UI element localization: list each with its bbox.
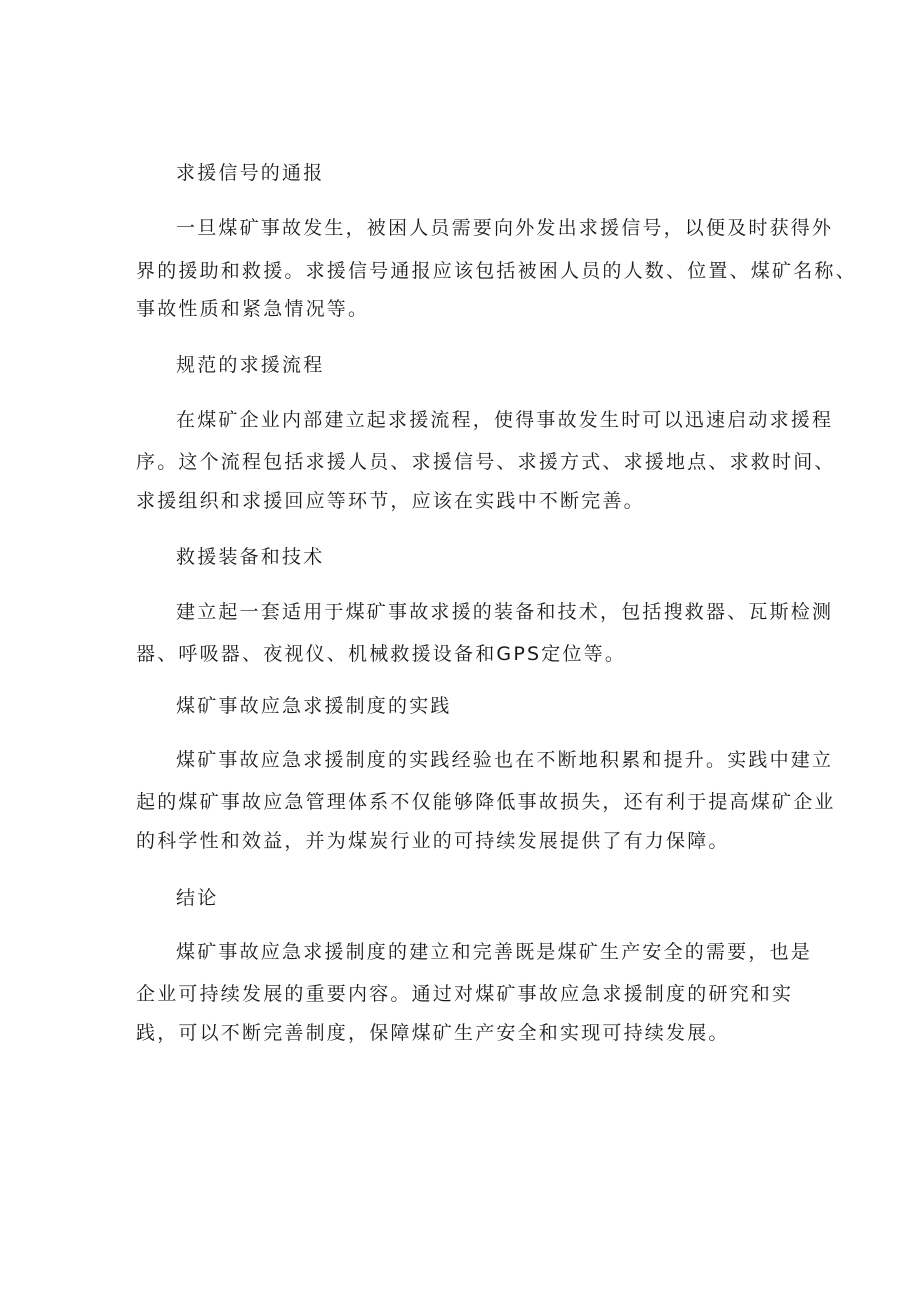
paragraph-line: 践，可以不断完善制度，保障煤矿生产安全和实现可持续发展。 — [136, 1022, 730, 1044]
paragraph-line: 建立起一套适用于煤矿事故求援的装备和技术，包括搜救器、瓦斯检测 — [176, 601, 834, 623]
paragraph-line: 器、呼吸器、夜视仪、机械救援设备和GPS定位等。 — [136, 643, 627, 665]
paragraph-line: 序。这个流程包括求援人员、求援信号、求援方式、求援地点、求救时间、 — [136, 451, 836, 473]
section-heading-equipment: 救援装备和技术 — [176, 546, 325, 568]
section-heading-distress-signal: 求援信号的通报 — [176, 162, 325, 184]
section-heading-conclusion: 结论 — [176, 887, 219, 909]
paragraph-line: 煤矿事故应急求援制度的建立和完善既是煤矿生产安全的需要，也是 — [176, 941, 813, 963]
paragraph-line: 煤矿事故应急求援制度的实践经验也在不断地积累和提升。实践中建立 — [176, 749, 834, 771]
paragraph-line: 求援组织和求援回应等环节，应该在实践中不断完善。 — [136, 490, 645, 512]
paragraph-line: 在煤矿企业内部建立起求援流程，使得事故发生时可以迅速启动求援程 — [176, 409, 834, 431]
section-heading-rescue-process: 规范的求援流程 — [176, 354, 325, 376]
paragraph-line: 界的援助和救援。求援信号通报应该包括被困人员的人数、位置、煤矿名称、 — [136, 260, 857, 282]
section-heading-practice: 煤矿事故应急求援制度的实践 — [176, 695, 452, 717]
paragraph-line: 起的煤矿事故应急管理体系不仅能够降低事故损失，还有利于提高煤矿企业 — [136, 791, 836, 813]
paragraph-line: 企业可持续发展的重要内容。通过对煤矿事故应急求援制度的研究和实 — [136, 983, 794, 1005]
paragraph-line: 的科学性和效益，并为煤炭行业的可持续发展提供了有力保障。 — [136, 830, 730, 852]
paragraph-line: 事故性质和紧急情况等。 — [136, 298, 370, 320]
paragraph-line: 一旦煤矿事故发生，被困人员需要向外发出求援信号，以便及时获得外 — [176, 217, 834, 239]
